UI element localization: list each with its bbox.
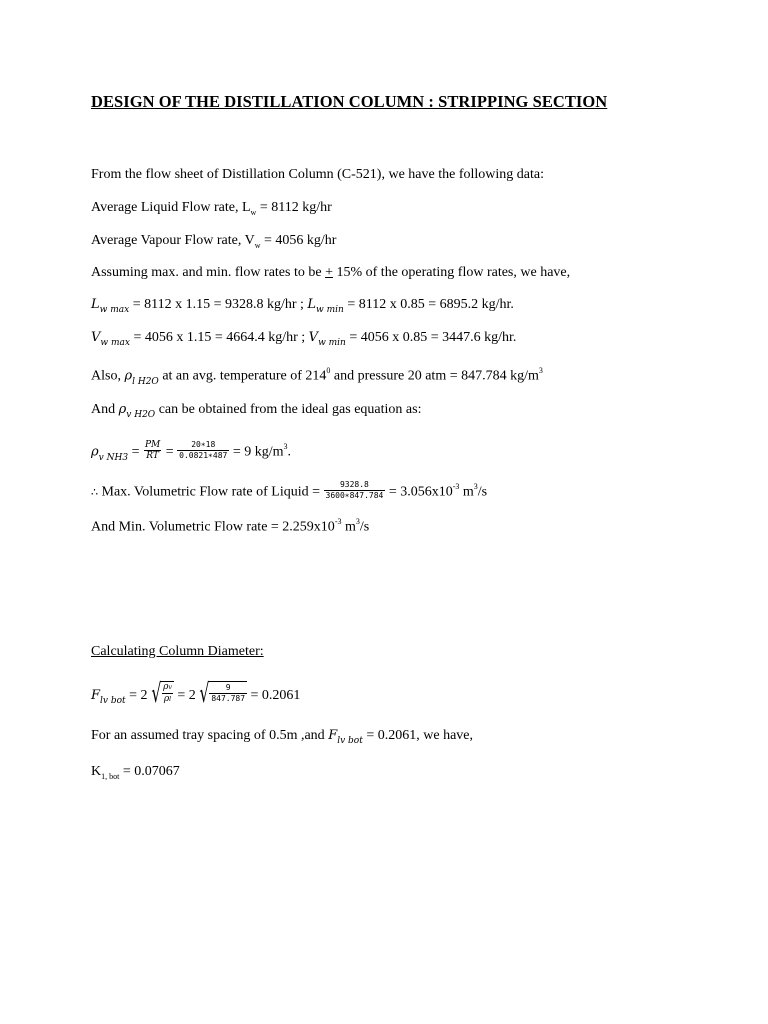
fraction-denominator bbox=[162, 693, 173, 705]
vw-max-sub: w max bbox=[100, 338, 130, 348]
rho-l-char: ρ bbox=[163, 694, 170, 704]
lw-min-sub: w min bbox=[316, 305, 344, 315]
intro-text: From the flow sheet of Distillation Column (C-521), we have the following data: bbox=[91, 167, 544, 182]
degree-sup: 0 bbox=[326, 366, 331, 375]
radicand bbox=[161, 681, 174, 707]
ideal-gas-period: . bbox=[287, 444, 292, 460]
cube-sup: 3 bbox=[283, 442, 288, 451]
ideal-gas-eq2: = bbox=[162, 444, 178, 460]
density-ratio-fraction bbox=[161, 682, 174, 705]
cube-sup: 3 bbox=[473, 482, 478, 491]
liquid-flow-sub: w bbox=[250, 207, 257, 217]
vw-min-sub: w min bbox=[318, 338, 346, 348]
assumption-line bbox=[91, 263, 570, 283]
assumption-text-a: Assuming max. and min. flow rates to be bbox=[91, 265, 326, 280]
k1-symbol: K bbox=[91, 764, 102, 779]
numeric-ratio-fraction bbox=[209, 683, 247, 704]
min-vol-text-b: m bbox=[341, 519, 356, 535]
vw-max-symbol: V bbox=[91, 330, 101, 345]
min-vol-text-a: And Min. Volumetric Flow rate = 2.259x10 bbox=[91, 519, 335, 535]
density-ratio-sqrt bbox=[148, 681, 174, 707]
rho-l-line bbox=[91, 362, 543, 388]
rho-v-symbol: ρ bbox=[118, 402, 127, 417]
fraction-denominator: 0.0821∗487 bbox=[179, 450, 228, 460]
rho-l-text-b: and pressure 20 atm = 847.784 kg/m bbox=[330, 368, 539, 384]
vapour-flow-label: Average Vapour Flow rate, V bbox=[91, 233, 255, 248]
plus-minus-sign: + bbox=[325, 265, 333, 280]
vapour-flow-line bbox=[91, 231, 336, 256]
rho-v-prefix: And bbox=[91, 402, 119, 417]
fraction-numerator bbox=[161, 682, 174, 693]
vapour-flow-value: = 4056 kg/hr bbox=[260, 233, 337, 248]
lw-min-symbol: L bbox=[307, 297, 317, 312]
flv-result: = 0.2061 bbox=[247, 688, 301, 704]
vw-max-eq: = 4056 x 1.15 = 4664.4 kg/hr ; bbox=[129, 330, 309, 345]
lw-max-sub: w max bbox=[99, 305, 130, 315]
tray-spacing-line bbox=[91, 726, 473, 747]
max-vol-result-a: = 3.056x10 bbox=[385, 484, 453, 500]
flv-symbol: F bbox=[91, 688, 101, 704]
rho-v-sub: v H2O bbox=[126, 410, 156, 420]
vapour-flow-sub: w bbox=[254, 240, 261, 250]
lw-max-symbol: L bbox=[91, 297, 100, 312]
fraction-denominator: RT bbox=[146, 450, 159, 461]
rho-v-text: can be obtained from the ideal gas equation as: bbox=[155, 402, 422, 417]
max-vol-result-c: /s bbox=[477, 484, 488, 500]
k1-value: = 0.07067 bbox=[119, 764, 180, 779]
min-vol-line bbox=[91, 513, 369, 538]
ideal-gas-symbol: ρ bbox=[91, 444, 99, 460]
tray-flv-symbol: F bbox=[328, 728, 338, 743]
pm-over-rt-fraction bbox=[143, 440, 162, 461]
lw-line bbox=[91, 295, 514, 316]
k1-sub: 1, bot bbox=[101, 771, 120, 781]
radical-sign: √ bbox=[150, 679, 161, 709]
ideal-gas-result: = 9 kg/m bbox=[229, 444, 284, 460]
fraction-numerator: 20∗18 bbox=[191, 439, 216, 449]
flv-eq2: = 2 bbox=[173, 688, 196, 704]
tray-flv-sub: lv bot bbox=[337, 736, 363, 746]
rho-v-line bbox=[91, 400, 421, 421]
fraction-numerator: 9328.8 bbox=[339, 479, 369, 489]
fraction-denominator: 847.787 bbox=[211, 694, 246, 703]
flv-line bbox=[91, 679, 301, 709]
max-vol-result-b: m bbox=[459, 484, 474, 500]
vw-min-eq: = 4056 x 0.85 = 3447.6 kg/hr. bbox=[345, 330, 517, 345]
numeric-fraction bbox=[177, 440, 229, 461]
max-vol-text: Max. Volumetric Flow rate of Liquid = bbox=[98, 484, 324, 500]
rho-l-text-a: at an avg. temperature of 214 bbox=[158, 368, 327, 384]
ideal-gas-sub: v NH3 bbox=[98, 452, 129, 463]
rho-v-char: ρ bbox=[163, 682, 169, 692]
ideal-gas-line bbox=[91, 438, 291, 464]
tray-text-b: = 0.2061, we have, bbox=[362, 728, 473, 743]
exponent-sup: -3 bbox=[452, 482, 460, 491]
therefore-symbol: ∴ bbox=[91, 486, 98, 499]
rho-l-subscript: l bbox=[169, 696, 172, 703]
rho-l-symbol: ρ bbox=[124, 368, 133, 384]
assumption-text-b: 15% of the operating flow rates, we have, bbox=[332, 265, 571, 280]
rho-v-subscript: v bbox=[168, 684, 172, 691]
cube-sup: 3 bbox=[538, 366, 543, 375]
lw-min-eq: = 8112 x 0.85 = 6895.2 kg/hr. bbox=[343, 297, 514, 312]
vw-line bbox=[91, 328, 516, 349]
k1-line bbox=[91, 762, 180, 787]
vw-min-symbol: V bbox=[308, 330, 319, 345]
rho-l-sub: l H2O bbox=[132, 376, 159, 387]
lw-max-eq: = 8112 x 1.15 = 9328.8 kg/hr ; bbox=[129, 297, 308, 312]
flv-eq1: = 2 bbox=[125, 688, 148, 704]
page-title: DESIGN OF THE DISTILLATION COLUMN : STRIPPING SECTION bbox=[91, 92, 608, 111]
numeric-sqrt bbox=[196, 681, 247, 707]
ideal-gas-eq1: = bbox=[128, 444, 143, 460]
liquid-flow-value: = 8112 kg/hr bbox=[256, 200, 332, 215]
exponent-sup: -3 bbox=[334, 517, 342, 526]
min-vol-text-c: /s bbox=[359, 519, 370, 535]
cube-sup: 3 bbox=[355, 517, 360, 526]
tray-text-a: For an assumed tray spacing of 0.5m ,and bbox=[91, 728, 329, 743]
max-vol-fraction bbox=[324, 480, 386, 501]
max-vol-line bbox=[91, 478, 487, 503]
fraction-denominator: 3600∗847.784 bbox=[325, 490, 384, 500]
liquid-flow-label: Average Liquid Flow rate, L bbox=[91, 200, 251, 215]
fraction-numerator: 9 bbox=[225, 683, 231, 692]
radical-sign: √ bbox=[199, 679, 209, 709]
radicand bbox=[209, 681, 247, 707]
section-heading: Calculating Column Diameter: bbox=[91, 644, 264, 659]
liquid-flow-line bbox=[91, 198, 332, 223]
fraction-numerator: PM bbox=[144, 439, 161, 450]
flv-sub: lv bot bbox=[100, 696, 126, 707]
rho-l-prefix: Also, bbox=[91, 368, 125, 384]
